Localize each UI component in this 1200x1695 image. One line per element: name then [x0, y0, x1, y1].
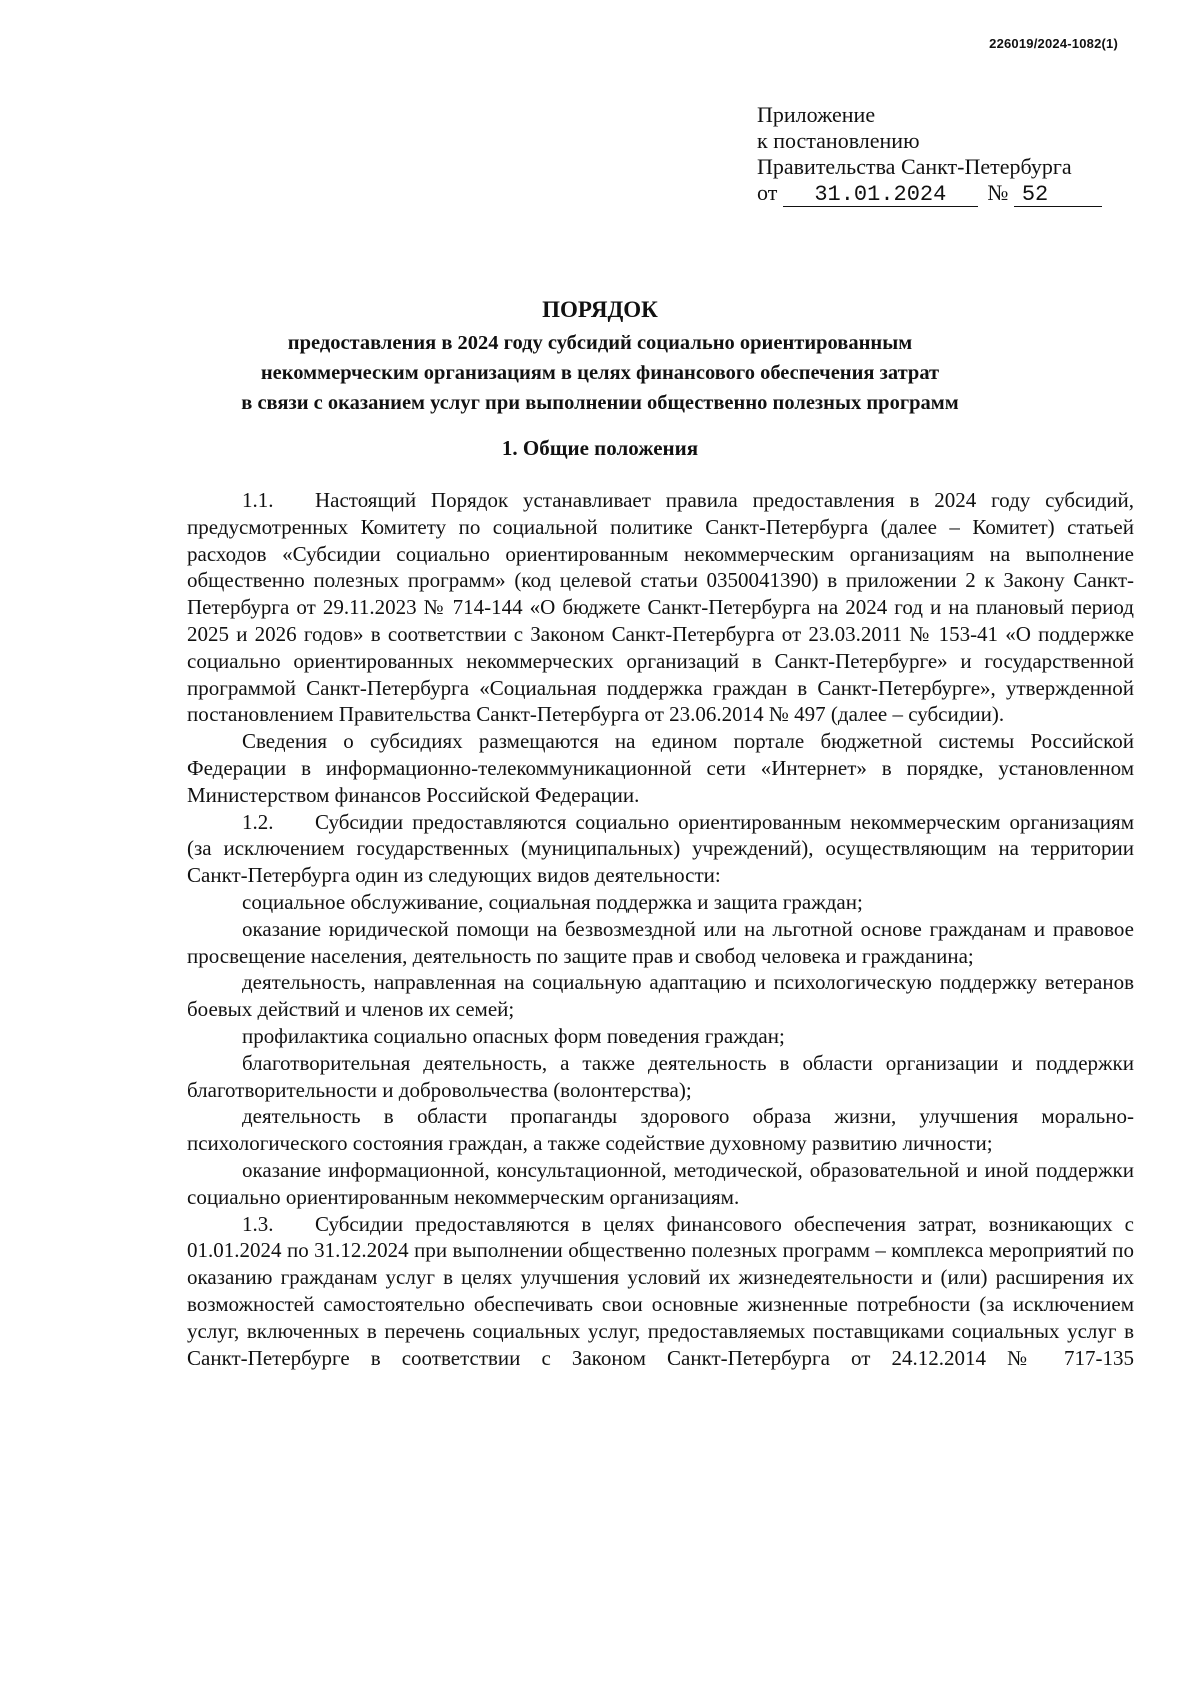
paragraph-text: социальное обслуживание, социальная поддержка и защита граждан; — [242, 889, 863, 914]
subtitle-line-1: предоставления в 2024 году субсидий социально ориентированным — [287, 332, 913, 354]
document-heading — [0, 296, 1200, 418]
number-label: № — [987, 180, 1009, 205]
paragraph — [187, 1157, 1134, 1211]
paragraph — [187, 487, 1134, 728]
paragraph — [187, 889, 1134, 916]
appendix-line-3: Правительства Санкт-Петербурга — [757, 154, 1072, 179]
paragraph — [187, 1050, 1134, 1104]
appendix-line-2: к постановлению — [757, 128, 920, 153]
from-label: от — [757, 180, 778, 205]
paragraph-text: профилактика социально опасных форм поведения граждан; — [242, 1023, 785, 1048]
document-body — [187, 487, 1134, 1371]
paragraph — [187, 809, 1134, 889]
subtitle-line-3: в связи с оказанием услуг при выполнении общественно полезных программ — [241, 392, 959, 414]
paragraph-text: благотворительная деятельность, а также деятельность в области организации и поддержки благотворительности и добровольчества (волонтерства); — [187, 1050, 1134, 1102]
document-title: ПОРЯДОК — [542, 297, 658, 322]
paragraph-text: оказание юридической помощи на безвозмездной или на льготной основе гражданам и правовое просвещение населения, деятельность по защите прав и свобод человека и гражданина; — [187, 916, 1134, 968]
resolution-date: 31.01.2024 — [783, 184, 978, 207]
paragraph-text: Субсидии предоставляются социально ориентированным некоммерческим организациям (за исключением государственных (муниципальных) учреждений), осуществляющим на территории Санкт-Петербурга один из следующих видов деятельности: — [187, 809, 1134, 888]
paragraph — [187, 1103, 1134, 1157]
paragraph-text: Субсидии предоставляются в целях финансового обеспечения затрат, возникающих с 01.01.2024 по 31.12.2024 при выполнении общественно полезных программ – комплекса мероприятий по оказанию гражданам услуг в целях улучшения условий их жизнедеятельности и (или) расширения их возможностей самостоятельно обеспечивать свои основные жизненные потребности (за исключением услуг, включенных в перечень социальных услуг, предоставляемых поставщиками социальных услуг в Санкт-Петербурге в соответствии с Законом Санкт-Петербурга от 24.12.2014 № 717-135 — [187, 1211, 1134, 1370]
paragraph — [187, 1023, 1134, 1050]
paragraph — [187, 969, 1134, 1023]
paragraph — [187, 916, 1134, 970]
paragraph-number: 1.1. — [242, 488, 274, 512]
paragraph-number: 1.2. — [242, 809, 274, 834]
paragraph-text: Сведения о субсидиях размещаются на едином портале бюджетной системы Российской Федерации в информационно-телекоммуникационной сети «Интернет» в порядке, установленном Министерством финансов Российской Федерации. — [187, 729, 1134, 807]
paragraph-text: деятельность в области пропаганды здорового образа жизни, улучшения морально-психологического состояния граждан, а также содействие духовному развитию личности; — [187, 1104, 1134, 1156]
subtitle-line-2: некоммерческим организациям в целях финансового обеспечения затрат — [260, 362, 940, 384]
registration-number: 226019/2024-1082(1) — [989, 36, 1118, 51]
paragraph-number: 1.3. — [242, 1211, 274, 1236]
paragraph-text: деятельность, направленная на социальную адаптацию и психологическую поддержку ветеранов боевых действий и членов их семей; — [187, 970, 1134, 1022]
resolution-number: 52 — [1014, 184, 1102, 207]
appendix-line-1: Приложение — [757, 102, 876, 127]
paragraph — [187, 1211, 1134, 1372]
paragraph-text: Настоящий Порядок устанавливает правила предоставления в 2024 году субсидий, предусмотренных Комитету по социальной политике Санкт-Петербурга (далее – Комитет) статьей расходов «Субсидии социально ориентированным некоммерческим организациям на выполнение общественно полезных программ» (код целевой статьи 0350041390) в приложении 2 к Закону Санкт-Петербурга от 29.11.2023 № 714-144 «О бюджете Санкт-Петербурга на 2024 год и на плановый период 2025 и 2026 годов» в соответствии с Законом Санкт-Петербурга от 23.03.2011 № 153-41 «О поддержке социально ориентированных некоммерческих организаций в Санкт-Петербурге» и государственной программой Санкт-Петербурга «Социальная поддержка граждан в Санкт-Петербурге», утвержденной постановлением Правительства Санкт-Петербурга от 23.06.2014 № 497 (далее – субсидии). — [187, 488, 1134, 727]
appendix-block — [757, 102, 1137, 207]
paragraph — [187, 728, 1134, 808]
paragraph-text: оказание информационной, консультационной, методической, образовательной и иной поддержки социально ориентированным некоммерческим организациям. — [187, 1157, 1134, 1209]
section-heading: 1. Общие положения — [501, 436, 699, 460]
appendix-date-line — [757, 180, 1137, 207]
